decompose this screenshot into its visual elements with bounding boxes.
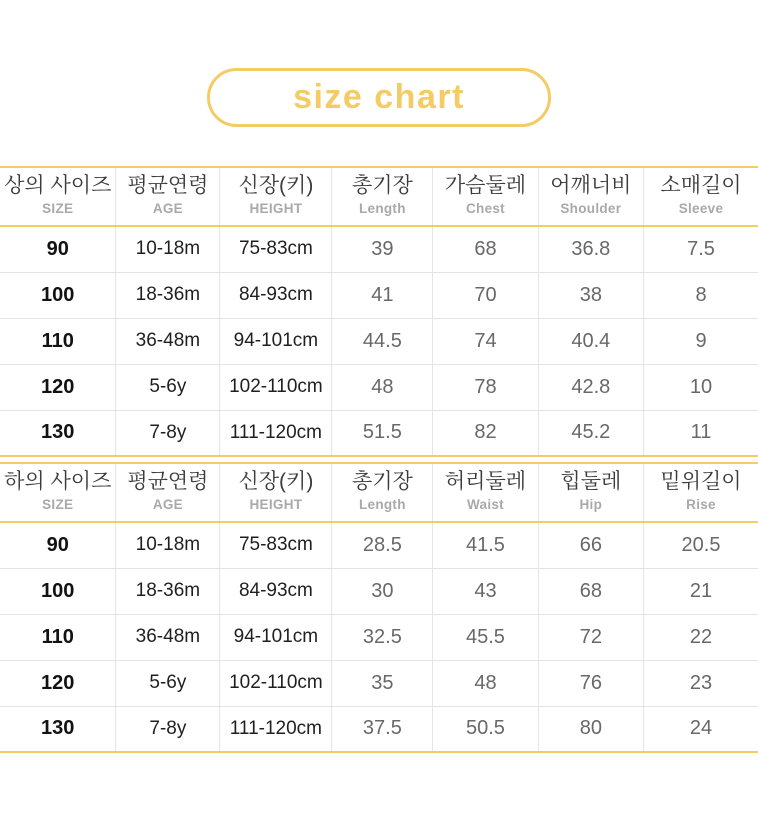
cell-hip: 72 [538, 614, 643, 660]
cell-chest: 68 [433, 226, 538, 272]
cell-length: 37.5 [332, 706, 433, 752]
column-header-height [220, 167, 332, 226]
cell-height: 94-101cm [220, 614, 332, 660]
header-english-label: Waist [466, 497, 504, 512]
cell-height: 111-120cm [220, 410, 332, 456]
table-row [0, 614, 758, 660]
cell-age: 5-6y [116, 660, 220, 706]
table-row [0, 568, 758, 614]
cell-sleeve: 7.5 [644, 226, 758, 272]
bottom-sizes-table [0, 462, 758, 753]
header-english-label: SIZE [42, 201, 74, 216]
table-row [0, 706, 758, 752]
column-header-size [0, 167, 116, 226]
cell-length: 44.5 [332, 318, 433, 364]
cell-height: 111-120cm [220, 706, 332, 752]
table-row [0, 226, 758, 272]
cell-rise: 24 [644, 706, 758, 752]
header-english-label: AGE [152, 201, 183, 216]
size-chart-title: size chart [293, 78, 465, 116]
cell-waist: 45.5 [433, 614, 538, 660]
bottom-size-table-wrap [0, 462, 758, 753]
column-header-size [0, 463, 116, 522]
cell-height: 75-83cm [220, 226, 332, 272]
cell-size: 90 [46, 533, 69, 556]
cell-waist: 48 [433, 660, 538, 706]
header-english-label: Hip [579, 497, 603, 512]
cell-age: 5-6y [116, 364, 220, 410]
cell-height: 102-110cm [220, 660, 332, 706]
cell-height: 84-93cm [220, 568, 332, 614]
cell-size: 110 [0, 318, 116, 364]
header-korean-label: 허리둘레 [444, 470, 527, 493]
cell-length: 51.5 [332, 410, 433, 456]
cell-chest: 74 [433, 318, 538, 364]
header-english-label: HEIGHT [249, 497, 303, 512]
cell-age: 7-8y [116, 410, 220, 456]
cell-length: 32.5 [332, 614, 433, 660]
header-korean-label: 소매길이 [660, 174, 742, 197]
cell-size: 130 [0, 410, 116, 456]
column-header-hip [538, 463, 643, 522]
header-row [0, 167, 758, 226]
cell-chest: 82 [433, 410, 538, 456]
cell-age: 10-18m [116, 226, 220, 272]
column-header-sleeve [644, 167, 758, 226]
cell-length: 41 [332, 272, 433, 318]
cell-waist: 43 [433, 568, 538, 614]
table-row [0, 410, 758, 456]
header-korean-label: 총기장 [351, 470, 413, 493]
cell-length: 30 [332, 568, 433, 614]
header-korean-label: 평균연령 [127, 470, 209, 493]
header-korean-label: 평균연령 [127, 174, 209, 197]
cell-rise: 20.5 [644, 522, 758, 568]
header-row [0, 463, 758, 522]
cell-size: 120 [0, 660, 116, 706]
header-korean-label: 신장(키) [238, 174, 314, 197]
cell-shoulder: 40.4 [538, 318, 643, 364]
cell-sleeve: 8 [644, 272, 758, 318]
cell-waist: 41.5 [433, 522, 538, 568]
cell-size: 120 [0, 364, 116, 410]
table-row [0, 272, 758, 318]
cell-length: 48 [332, 364, 433, 410]
table-row [0, 364, 758, 410]
header-english-label: Length [358, 497, 406, 512]
header-korean-label: 힙둘레 [560, 470, 622, 493]
header-korean-label: 가슴둘레 [444, 174, 527, 197]
column-header-height [220, 463, 332, 522]
column-header-age [116, 167, 220, 226]
header-english-label: Rise [686, 497, 716, 512]
table-row [0, 522, 758, 568]
header-korean-label: 상의 사이즈 [4, 174, 112, 197]
cell-height: 102-110cm [220, 364, 332, 410]
column-header-waist [433, 463, 538, 522]
header-korean-label: 밑위길이 [660, 470, 742, 493]
cell-chest: 70 [433, 272, 538, 318]
header-korean-label: 신장(키) [238, 470, 314, 493]
cell-hip: 66 [538, 522, 643, 568]
size-chart-title-pill [207, 68, 551, 127]
cell-waist: 50.5 [433, 706, 538, 752]
table-row [0, 660, 758, 706]
cell-size: 100 [0, 272, 116, 318]
cell-age: 7-8y [116, 706, 220, 752]
column-header-chest [433, 167, 538, 226]
cell-shoulder: 38 [538, 272, 643, 318]
cell-length: 28.5 [332, 522, 433, 568]
cell-hip: 80 [538, 706, 643, 752]
cell-length: 35 [332, 660, 433, 706]
top-size-table-wrap [0, 166, 758, 457]
cell-height: 94-101cm [220, 318, 332, 364]
column-header-shoulder [538, 167, 643, 226]
cell-sleeve: 11 [644, 410, 758, 456]
header-english-label: Sleeve [678, 201, 724, 216]
table-row [0, 318, 758, 364]
header-korean-label: 어깨너비 [550, 174, 632, 197]
cell-age: 18-36m [116, 272, 220, 318]
cell-hip: 76 [538, 660, 643, 706]
top-sizes-table [0, 166, 758, 457]
header-english-label: Chest [465, 201, 505, 216]
cell-size: 90 [46, 237, 69, 260]
cell-rise: 21 [644, 568, 758, 614]
column-header-length [332, 167, 433, 226]
cell-sleeve: 10 [644, 364, 758, 410]
cell-size: 110 [0, 614, 116, 660]
cell-size: 130 [0, 706, 116, 752]
cell-age: 36-48m [116, 614, 220, 660]
cell-height: 75-83cm [220, 522, 332, 568]
cell-shoulder: 45.2 [538, 410, 643, 456]
cell-size: 100 [0, 568, 116, 614]
cell-chest: 78 [433, 364, 538, 410]
cell-shoulder: 42.8 [538, 364, 643, 410]
column-header-age [116, 463, 220, 522]
header-english-label: Length [358, 201, 406, 216]
cell-rise: 22 [644, 614, 758, 660]
cell-shoulder: 36.8 [538, 226, 643, 272]
header-korean-label: 총기장 [351, 174, 413, 197]
column-header-rise [644, 463, 758, 522]
cell-height: 84-93cm [220, 272, 332, 318]
cell-sleeve: 9 [644, 318, 758, 364]
header-english-label: SIZE [42, 497, 74, 512]
cell-hip: 68 [538, 568, 643, 614]
header-korean-label: 하의 사이즈 [4, 470, 112, 493]
header-english-label: HEIGHT [249, 201, 303, 216]
cell-age: 10-18m [116, 522, 220, 568]
cell-rise: 23 [644, 660, 758, 706]
header-english-label: AGE [152, 497, 183, 512]
cell-length: 39 [332, 226, 433, 272]
column-header-length [332, 463, 433, 522]
cell-age: 36-48m [116, 318, 220, 364]
cell-age: 18-36m [116, 568, 220, 614]
header-english-label: Shoulder [560, 201, 622, 216]
